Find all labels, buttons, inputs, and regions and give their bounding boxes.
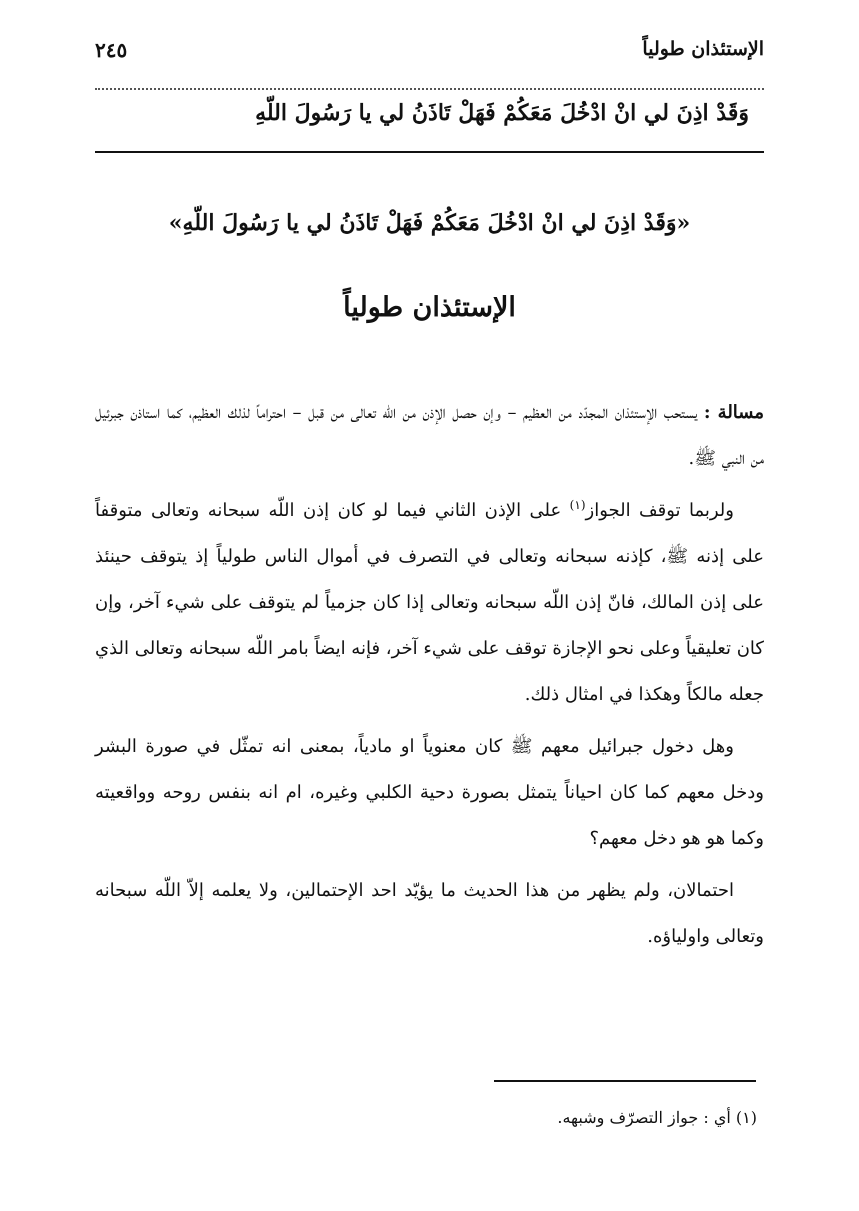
paragraph-3 [95, 724, 764, 862]
dotted-divider [95, 88, 764, 90]
footnote: (١) أي : جواز التصرّف وشبهه. [557, 1108, 757, 1127]
paragraph-1 [95, 390, 764, 482]
body-text [95, 390, 764, 966]
paragraph-2 [95, 488, 764, 718]
header-verse: وَقَدْ اذِنَ لي انْ ادْخُلَ مَعَكُمْ فَهَلْ تَاذَنُ لي يا رَسُولَ اللّهِ [255, 100, 749, 126]
verse-quote: «وَقَدْ اذِنَ لي انْ ادْخُلَ مَعَكُمْ فَهَلْ تَاذَنُ لي يا رَسُولَ اللّهِ» [168, 210, 691, 236]
header-divider [95, 151, 764, 153]
paragraph-4-text: احتمالان، ولم يظهر من هذا الحديث ما يؤيّد احد الإحتمالين، ولا يعلمه إلاّ اللّه سبحانه وتعالى واولياؤه. [95, 880, 764, 947]
paragraph-4 [95, 868, 764, 960]
paragraph-1-text: يستحب الإستئذان المجدّد من العظيم – وإن حصل الإذن من اللّه تعالى من قبل – احتراماً لذلك العظيم، كما استاذن جبرئيل من النبي ﷺ. [95, 402, 764, 469]
footnote-reference: (١) [569, 498, 586, 512]
page-number: ٢٤٥ [95, 38, 128, 62]
section-title: الإستئذان طولياً [343, 292, 516, 323]
paragraph-2-text-b: على الإذن الثاني فيما لو كان إذن اللّه سبحانه وتعالى متوقفاً على إذنه ﷺ، كإذنه سبحانه وتعالى في التصرف في أموال الناس طولياً إذ يتوقف حينئذ على إذن المالك، فانّ إذن اللّه سبحانه وتعالى إذا كان جزمياً لم يتوقف على شيء آخر، وإن كان تعليقياً وعلى نحو الإجازة توقف على شيء آخر، فإنه ايضاً بامر اللّه سبحانه وتعالى الذي جعله مالكاً وهكذا في امثال ذلك. [95, 500, 764, 705]
running-title: الإستئذان طولياً [642, 38, 764, 60]
masala-label: مسالة : [703, 402, 764, 423]
paragraph-3-text: وهل دخول جبرائيل معهم ﷺ كان معنوياً او مادياً، بمعنى انه تمثّل في صورة البشر ودخل معهم كما كان احياناً يتمثل بصورة دحية الكلبي وغيره، ام انه بنفس روحه وواقعيته وكما هو هو دخل معهم؟ [95, 736, 764, 849]
running-head [95, 36, 764, 76]
footnote-divider [494, 1080, 756, 1082]
paragraph-2-text-a: ولربما توقف الجواز [585, 500, 734, 521]
